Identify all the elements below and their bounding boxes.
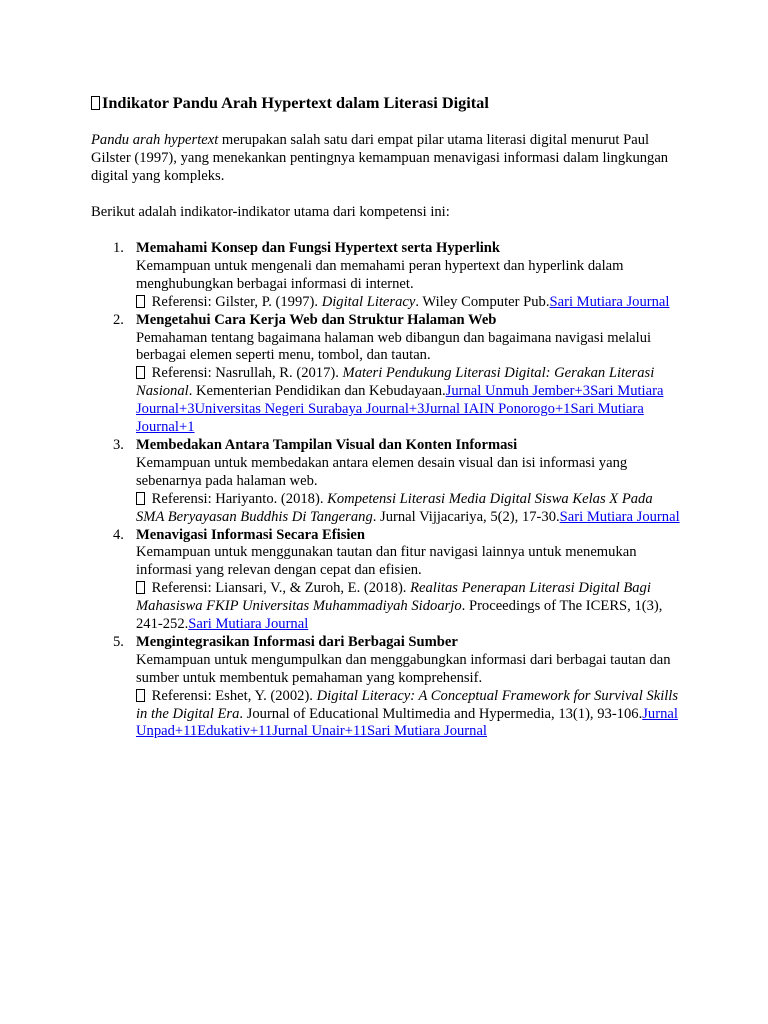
reference-title: Materi Pendukung Literasi Digital: Gerakan Literasi Nasional — [136, 365, 655, 400]
reference-text: Referensi: Hariyanto. (2018). — [148, 490, 328, 507]
source-link[interactable]: Jurnal Unpad+11 — [136, 705, 678, 740]
item-description: Kemampuan untuk mengenali dan memahami peran hypertext dan hyperlink dalam menghubungkan berbagai informasi di internet. — [136, 257, 624, 292]
item-description: Pemahaman tentang bagaimana halaman web dibangun dan bagaimana navigasi melalui berbagai elemen seperti menu, tombol, dan tautan. — [136, 329, 652, 364]
reference-source: . Jurnal Vijjacariya, 5(2), 17-30. — [372, 508, 560, 525]
item-title: Mengintegrasikan Informasi dari Berbagai Sumber — [136, 633, 458, 650]
source-link[interactable]: Sari Mutiara Journal — [367, 723, 487, 740]
reference-text: Referensi: Liansari, V., & Zuroh, E. (2018). — [148, 580, 411, 597]
source-link[interactable]: Jurnal IAIN Ponorogo+1 — [424, 401, 571, 418]
source-link[interactable]: Universitas Negeri Surabaya Journal+3 — [194, 401, 425, 418]
intro-rest: merupakan salah satu dari empat pilar utama literasi digital menurut Paul Gilster (1997), yang menekankan pentingnya kemampuan menavigasi informasi dalam lingkungan digital yang kompleks. — [91, 132, 669, 184]
source-link[interactable]: Sari Mutiara Journal+1 — [136, 401, 644, 436]
item-title: Memahami Konsep dan Fungsi Hypertext serta Hyperlink — [136, 240, 501, 256]
list-item — [91, 634, 681, 741]
reference-text: Referensi: Eshet, Y. (2002). — [148, 687, 317, 704]
source-link[interactable]: Sari Mutiara Journal+3 — [136, 383, 664, 418]
item-description: Kemampuan untuk mengumpulkan dan menggabungkan informasi dari berbagai tautan dan sumber untuk membentuk pemahaman yang komprehensif. — [136, 651, 671, 686]
source-link[interactable]: Jurnal Unair+11 — [272, 723, 368, 740]
missing-glyph-icon — [136, 366, 145, 379]
document-title-text: Indikator Pandu Arah Hypertext dalam Literasi Digital — [102, 93, 489, 112]
item-description: Kemampuan untuk menggunakan tautan dan fitur navigasi lainnya untuk menemukan informasi yang relevan dengan cepat dan efisien. — [136, 544, 637, 579]
reference-title: Realitas Penerapan Literasi Digital Bagi Mahasiswa FKIP Universitas Muhammadiyah Sidoarjo — [136, 580, 651, 615]
source-link[interactable]: Jurnal Unmuh Jember+3 — [445, 383, 591, 400]
reference-source: . Proceedings of The ICERS, 1(3), 241-252. — [136, 598, 663, 633]
missing-glyph-icon — [136, 295, 145, 308]
reference-title: Digital Literacy — [321, 293, 416, 310]
lead-paragraph: Berikut adalah indikator-indikator utama dari kompetensi ini: — [91, 204, 450, 220]
indicator-list — [91, 240, 681, 741]
item-number: 3. — [113, 436, 124, 453]
list-item — [91, 240, 681, 312]
item-title: Mengetahui Cara Kerja Web dan Struktur Halaman Web — [136, 311, 497, 328]
intro-italic-term: Pandu arah hypertext — [91, 132, 219, 148]
reference-source: . Kementerian Pendidikan dan Kebudayaan. — [188, 383, 446, 400]
reference-source: . Wiley Computer Pub. — [415, 293, 550, 310]
list-item — [91, 437, 681, 527]
source-link[interactable]: Edukativ+11 — [197, 723, 273, 740]
list-item — [91, 527, 681, 634]
item-description: Kemampuan untuk membedakan antara elemen desain visual dan isi informasi yang sebenarnya pada halaman web. — [136, 454, 628, 489]
reference-text: Referensi: Gilster, P. (1997). — [148, 293, 322, 310]
missing-glyph-icon — [136, 581, 145, 594]
item-title: Menavigasi Informasi Secara Efisien — [136, 526, 366, 543]
item-reference — [136, 365, 681, 437]
item-reference — [136, 688, 681, 742]
list-item — [91, 312, 681, 437]
missing-glyph-icon — [91, 96, 100, 110]
reference-title: Digital Literacy: A Conceptual Framework for Survival Skills in the Digital Era — [136, 687, 679, 722]
reference-title: Kompetensi Literasi Media Digital Siswa Kelas X Pada SMA Beryayasan Buddhis Di Tangerang — [136, 490, 653, 525]
item-number: 5. — [113, 633, 124, 650]
item-reference — [136, 294, 681, 312]
item-reference — [136, 491, 681, 527]
item-number: 2. — [113, 311, 124, 328]
reference-source: . Journal of Educational Multimedia and Hypermedia, 13(1), 93-106. — [239, 705, 643, 722]
intro-paragraph — [91, 132, 681, 186]
missing-glyph-icon — [136, 492, 145, 505]
item-number: 4. — [113, 526, 124, 543]
source-link[interactable]: Sari Mutiara Journal — [188, 616, 309, 633]
source-link[interactable]: Sari Mutiara Journal — [559, 508, 680, 525]
source-link[interactable]: Sari Mutiara Journal — [549, 293, 670, 310]
reference-text: Referensi: Nasrullah, R. (2017). — [148, 365, 343, 382]
missing-glyph-icon — [136, 689, 145, 702]
document-title — [91, 93, 691, 113]
item-title: Membedakan Antara Tampilan Visual dan Konten Informasi — [136, 436, 518, 453]
item-reference — [136, 580, 681, 634]
item-number: 1. — [113, 240, 124, 256]
